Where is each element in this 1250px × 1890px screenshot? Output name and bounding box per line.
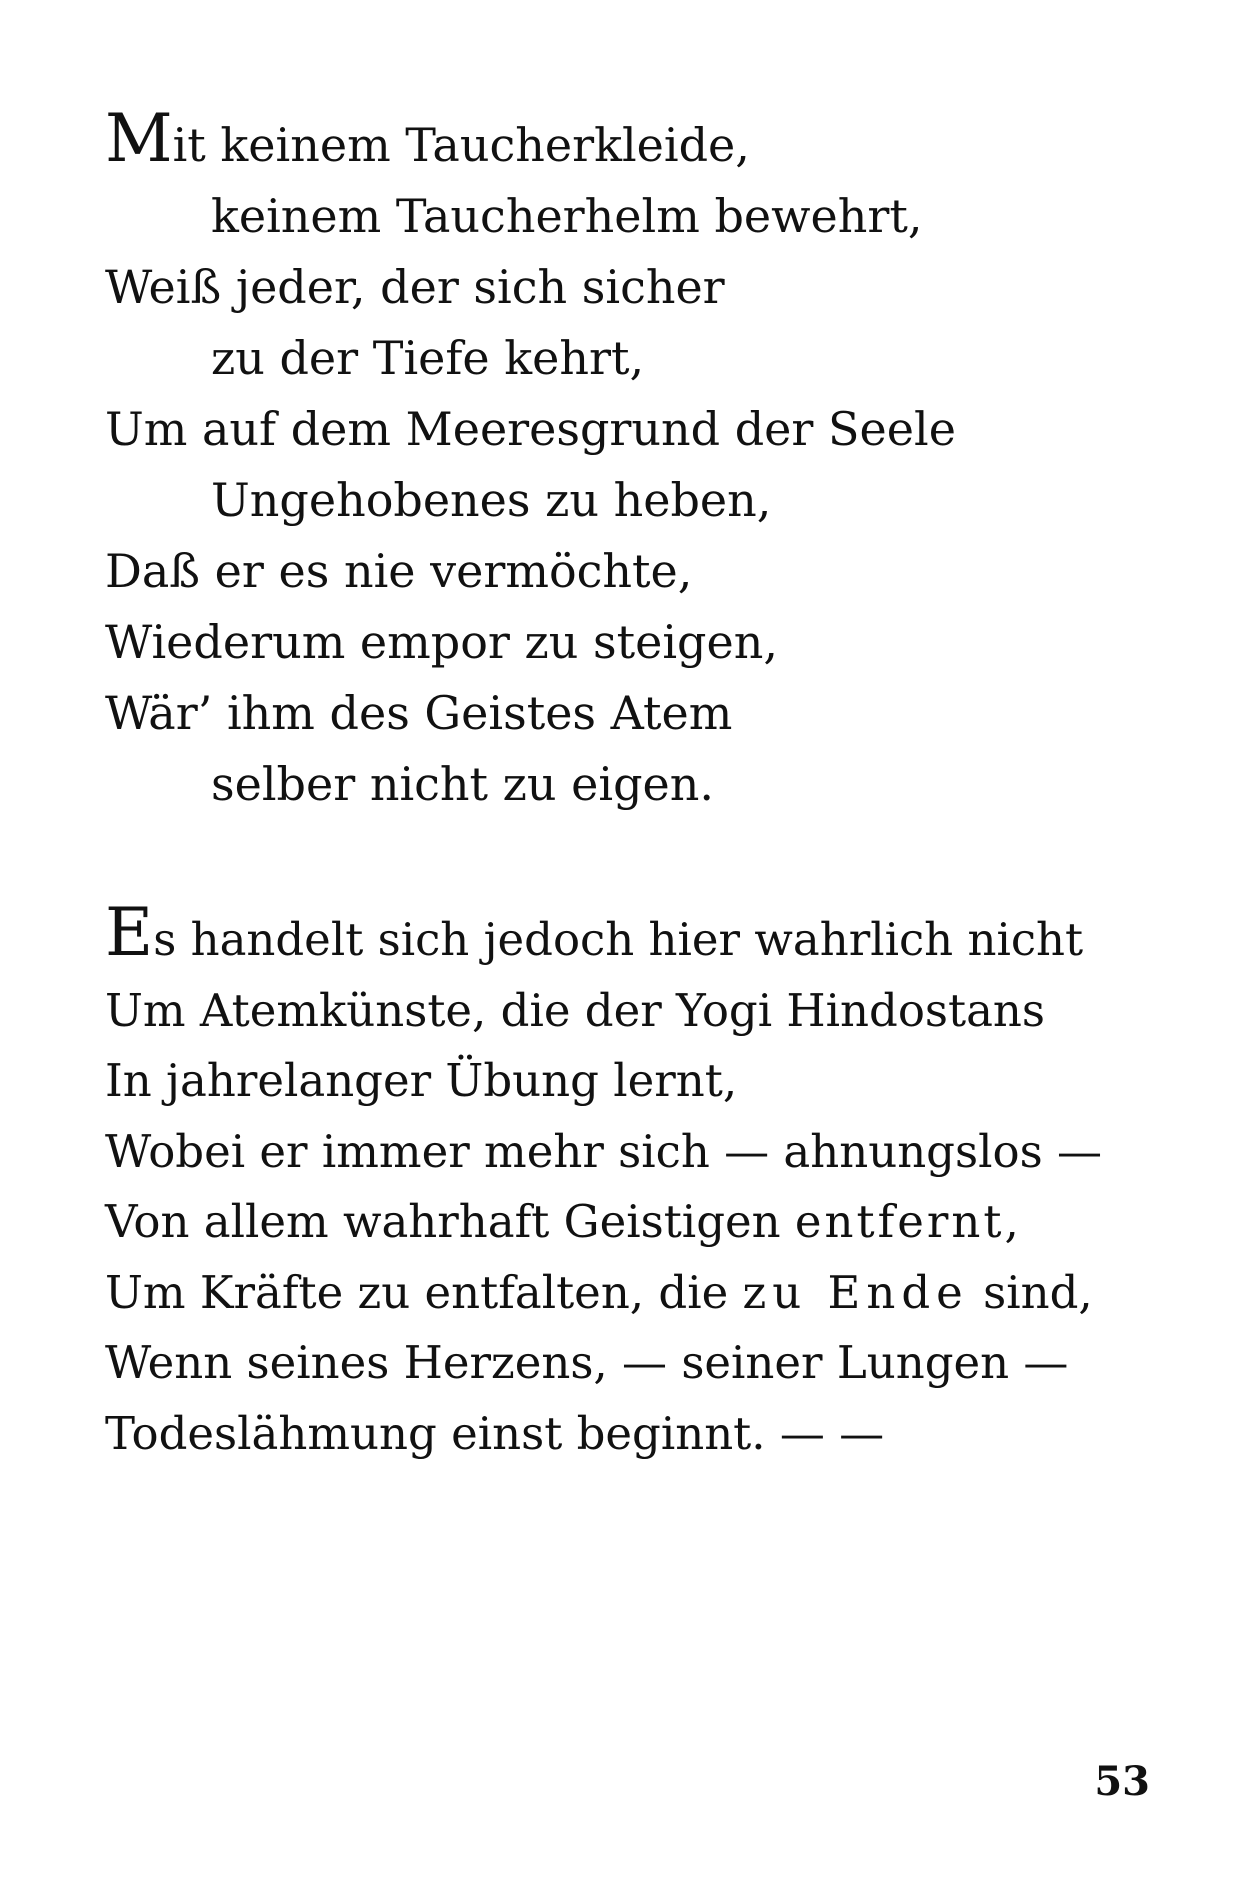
- page-number: 53: [1094, 1758, 1150, 1805]
- poem-line: Ungehobenes zu heben,: [211, 473, 772, 527]
- poem-line: Wenn seines Herzens, — seiner Lungen —: [105, 1336, 1069, 1389]
- poem-line: [105, 894, 1165, 976]
- poem-line: Wär’ ihm des Geistes Atem: [105, 686, 733, 740]
- drop-initial: M: [105, 100, 173, 177]
- poem-line: Um auf dem Meeresgrund der Seele: [105, 402, 956, 456]
- poem-line: Wobei er immer mehr sich — ahnungslos —: [105, 1124, 1102, 1178]
- stanza-2: [105, 894, 1165, 1469]
- poem-line: Um Atemkünste, die der Yogi Hindostans: [105, 983, 1046, 1037]
- poem-line: Daß er es nie vermöchte,: [105, 544, 693, 598]
- poem-line: Wiederum empor zu steigen,: [105, 615, 778, 669]
- line-text: sind,: [968, 1265, 1093, 1319]
- stanza-1: [105, 100, 1165, 820]
- poem-line: selber nicht zu eigen.: [211, 757, 714, 811]
- emphasized-text: entfernt,: [794, 1195, 1022, 1248]
- poem-line: [105, 1258, 1165, 1329]
- line-text: Von allem wahrhaft Geistigen: [105, 1195, 795, 1248]
- poem-line: [105, 100, 1165, 181]
- poem-line: Weiß jeder, der sich sicher: [105, 260, 725, 314]
- line-text: s handelt sich jedoch hier wahrlich nicht: [153, 913, 1084, 966]
- line-text: it keinem Taucherkleide,: [172, 118, 750, 172]
- poem-line: In jahrelanger Übung lernt,: [105, 1054, 738, 1107]
- poem-line: keinem Taucherhelm bewehrt,: [211, 189, 923, 243]
- line-text: Um Kräfte zu entfalten, die: [105, 1265, 743, 1319]
- poem-line: zu der Tiefe kehrt,: [211, 331, 645, 385]
- poem-line: [105, 1187, 1165, 1258]
- poem-line: Todeslähmung einst beginnt. — —: [105, 1406, 885, 1460]
- emphasized-text: zu Ende: [742, 1265, 969, 1319]
- drop-initial: E: [105, 894, 154, 971]
